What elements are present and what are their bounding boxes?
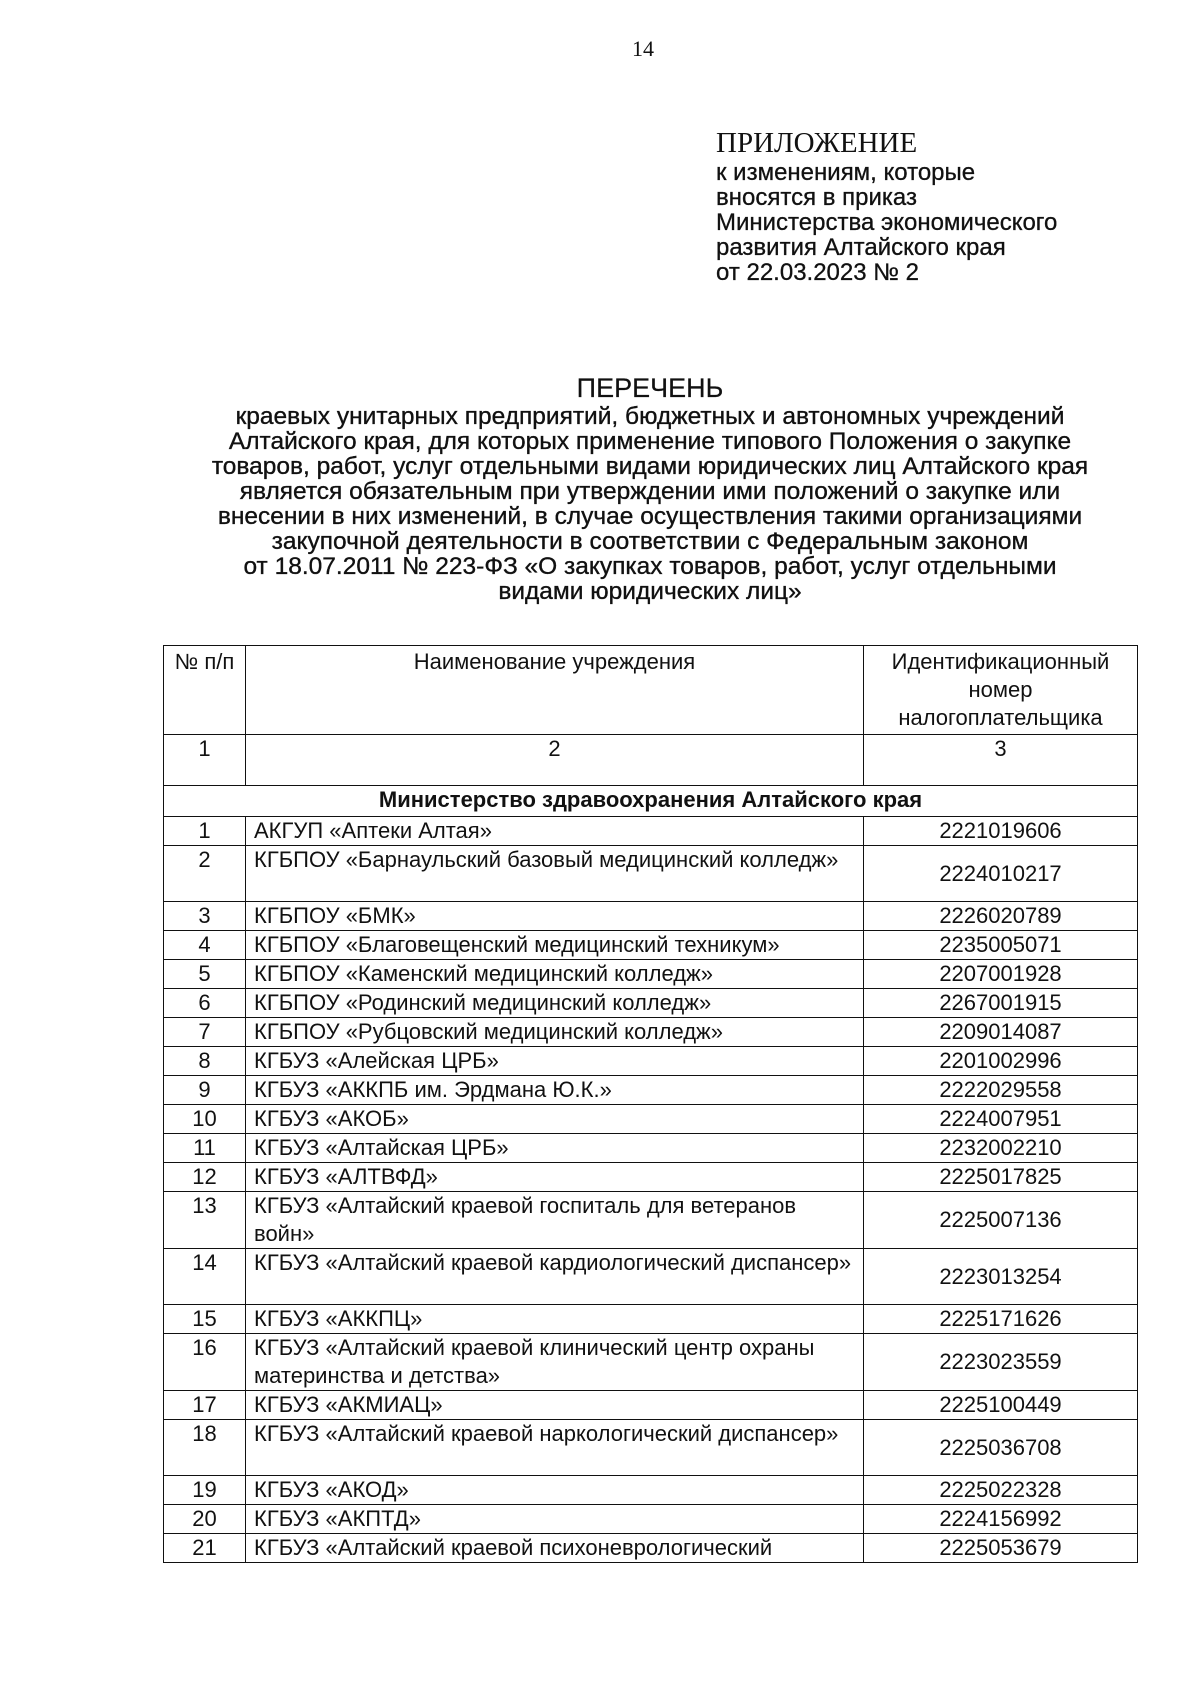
inn-value: 2223023559 — [864, 1334, 1138, 1391]
institution-name: КГБУЗ «АККПБ им. Эрдмана Ю.К.» — [246, 1076, 864, 1105]
title-line: внесении в них изменений, в случае осуществления такими организациями — [217, 503, 1083, 530]
row-number: 1 — [164, 817, 246, 846]
row-number: 7 — [164, 1018, 246, 1047]
inn-value: 2207001928 — [864, 960, 1138, 989]
section-title: Министерство здравоохранения Алтайского края — [164, 786, 1138, 817]
title-heading: ПЕРЕЧЕНЬ — [576, 373, 724, 403]
table-row — [164, 1505, 1138, 1534]
table-row — [164, 902, 1138, 931]
header-name: Наименование учреждения — [246, 646, 864, 735]
inn-value: 2222029558 — [864, 1076, 1138, 1105]
page-number: 14 — [632, 36, 654, 61]
inn-value: 2225036708 — [864, 1420, 1138, 1476]
appendix-line: Министерства экономического — [716, 209, 1058, 236]
row-number: 12 — [164, 1163, 246, 1192]
row-number: 9 — [164, 1076, 246, 1105]
table-row — [164, 1076, 1138, 1105]
appendix-heading: ПРИЛОЖЕНИЕ — [716, 127, 918, 159]
inn-value: 2224156992 — [864, 1505, 1138, 1534]
table-row — [164, 1476, 1138, 1505]
title-line: закупочной деятельности в соответствии с Федеральным законом — [271, 528, 1029, 555]
row-number: 4 — [164, 931, 246, 960]
table-row — [164, 1534, 1138, 1563]
table-row — [164, 1305, 1138, 1334]
table-header-row — [164, 646, 1138, 735]
institution-name: КГБПОУ «Родинский медицинский колледж» — [246, 989, 864, 1018]
institutions-table — [163, 645, 1138, 1563]
column-number: 3 — [864, 735, 1138, 786]
row-number: 13 — [164, 1192, 246, 1249]
table-row — [164, 1334, 1138, 1391]
inn-value: 2224007951 — [864, 1105, 1138, 1134]
institution-name: КГБУЗ «Алтайский краевой госпиталь для ветеранов войн» — [246, 1192, 864, 1249]
table-row — [164, 1018, 1138, 1047]
appendix-line: к изменениям, которые — [716, 159, 976, 186]
title-line: видами юридических лиц» — [498, 578, 802, 605]
institution-name: КГБУЗ «Алтайский краевой клинический центр охраны материнства и детства» — [246, 1334, 864, 1391]
document-title — [150, 372, 1150, 604]
header-number: № п/п — [164, 646, 246, 735]
row-number: 15 — [164, 1305, 246, 1334]
column-number-row — [164, 735, 1138, 786]
table-row — [164, 817, 1138, 846]
institution-name: КГБУЗ «АККПЦ» — [246, 1305, 864, 1334]
table-row — [164, 989, 1138, 1018]
inn-value: 2225171626 — [864, 1305, 1138, 1334]
table-row — [164, 1420, 1138, 1476]
row-number: 5 — [164, 960, 246, 989]
appendix-line: развития Алтайского края — [716, 234, 1006, 261]
inn-value: 2225100449 — [864, 1391, 1138, 1420]
table-row — [164, 1105, 1138, 1134]
table-row — [164, 1249, 1138, 1305]
inn-value: 2224010217 — [864, 846, 1138, 902]
title-line: Алтайского края, для которых применение типового Положения о закупке — [228, 428, 1072, 455]
inn-value: 2225053679 — [864, 1534, 1138, 1563]
row-number: 3 — [164, 902, 246, 931]
row-number: 19 — [164, 1476, 246, 1505]
column-number: 2 — [246, 735, 864, 786]
institution-name: КГБУЗ «АКПТД» — [246, 1505, 864, 1534]
header-inn: Идентификационный номер налогоплательщика — [864, 646, 1138, 735]
row-number: 17 — [164, 1391, 246, 1420]
table-row — [164, 960, 1138, 989]
inn-value: 2225007136 — [864, 1192, 1138, 1249]
row-number: 21 — [164, 1534, 246, 1563]
institution-name: КГБУЗ «Алтайский краевой наркологический диспансер» — [246, 1420, 864, 1476]
row-number: 20 — [164, 1505, 246, 1534]
institution-name: КГБПОУ «Благовещенский медицинский техникум» — [246, 931, 864, 960]
institution-name: КГБУЗ «Алтайский краевой кардиологический диспансер» — [246, 1249, 864, 1305]
inn-value: 2225022328 — [864, 1476, 1138, 1505]
title-line: краевых унитарных предприятий, бюджетных и автономных учреждений — [235, 403, 1065, 430]
inn-value: 2225017825 — [864, 1163, 1138, 1192]
institution-name: КГБУЗ «Алейская ЦРБ» — [246, 1047, 864, 1076]
institution-name: КГБУЗ «АКОБ» — [246, 1105, 864, 1134]
row-number: 16 — [164, 1334, 246, 1391]
inn-value: 2223013254 — [864, 1249, 1138, 1305]
institution-name: КГБУЗ «АКМИАЦ» — [246, 1391, 864, 1420]
title-line: товаров, работ, услуг отдельными видами юридических лиц Алтайского края — [211, 453, 1089, 480]
inn-value: 2235005071 — [864, 931, 1138, 960]
row-number: 8 — [164, 1047, 246, 1076]
section-row — [164, 786, 1138, 817]
table-row — [164, 931, 1138, 960]
appendix-line: от 22.03.2023 № 2 — [716, 259, 920, 286]
institution-name: КГБУЗ «Алтайский краевой психоневрологический — [246, 1534, 864, 1563]
column-number: 1 — [164, 735, 246, 786]
institution-name: АКГУП «Аптеки Алтая» — [246, 817, 864, 846]
inn-value: 2221019606 — [864, 817, 1138, 846]
inn-value: 2209014087 — [864, 1018, 1138, 1047]
institution-name: КГБУЗ «Алтайская ЦРБ» — [246, 1134, 864, 1163]
appendix-block — [716, 126, 1057, 285]
institution-name: КГБУЗ «АЛТВФД» — [246, 1163, 864, 1192]
inn-value: 2267001915 — [864, 989, 1138, 1018]
table-row — [164, 1134, 1138, 1163]
inn-value: 2232002210 — [864, 1134, 1138, 1163]
table-row — [164, 846, 1138, 902]
row-number: 11 — [164, 1134, 246, 1163]
institution-name: КГБПОУ «Каменский медицинский колледж» — [246, 960, 864, 989]
institution-name: КГБПОУ «Барнаульский базовый медицинский колледж» — [246, 846, 864, 902]
row-number: 2 — [164, 846, 246, 902]
inn-value: 2201002996 — [864, 1047, 1138, 1076]
institution-name: КГБУЗ «АКОД» — [246, 1476, 864, 1505]
row-number: 6 — [164, 989, 246, 1018]
row-number: 18 — [164, 1420, 246, 1476]
institution-name: КГБПОУ «Рубцовский медицинский колледж» — [246, 1018, 864, 1047]
appendix-line: вносятся в приказ — [716, 184, 918, 211]
row-number: 14 — [164, 1249, 246, 1305]
table-row — [164, 1391, 1138, 1420]
institution-name: КГБПОУ «БМК» — [246, 902, 864, 931]
title-line: от 18.07.2011 № 223-ФЗ «О закупках товаров, работ, услуг отдельными — [243, 553, 1057, 580]
table-row — [164, 1192, 1138, 1249]
table-row — [164, 1047, 1138, 1076]
inn-value: 2226020789 — [864, 902, 1138, 931]
table-row — [164, 1163, 1138, 1192]
title-line: является обязательным при утверждении ими положений о закупке или — [239, 478, 1061, 505]
row-number: 10 — [164, 1105, 246, 1134]
